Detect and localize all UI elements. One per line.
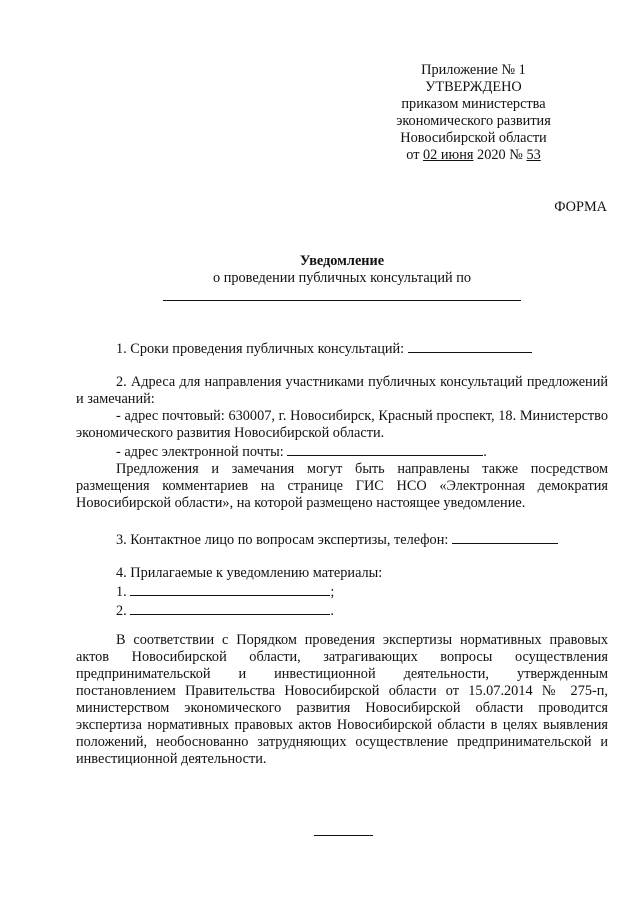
attachment-item-1 [76,582,608,601]
attachment-item-2-blank [130,601,330,615]
appendix-number: Приложение № 1 [421,62,526,78]
consultation-dates-line [76,339,608,358]
order-number: 53 [526,147,541,163]
approved-stamp: УТВЕРЖДЕНО [425,79,522,95]
attachment-item-1-end: ; [330,584,335,600]
footer-separator [314,835,373,836]
notice-title: Уведомление [299,253,385,269]
notice-subtitle: о проведении публичных консультаций по [212,270,472,286]
section-1 [76,339,608,358]
attachment-item-2 [76,601,608,620]
order-line: приказом министерства [401,96,546,112]
email-end: . [483,444,487,460]
section-3 [76,530,608,549]
order-year: 2020 [477,147,506,163]
attachment-item-2-number: 2. [116,603,127,619]
postal-address: - адрес почтовый: 630007, г. Новосибирск, Красный проспект, 18. Министерство экономического развития Новосибирской области. [76,408,608,441]
comments-note: Предложения и замечания могут быть направлены также посредством размещения комментариев на странице ГИС НСО «Электронная демократия Новосибирской области», на которой размещено настоящее уведомление. [76,461,608,511]
email-line [76,442,608,461]
number-sign: № [509,147,523,163]
date-prefix: от [406,147,420,163]
approval-block [360,62,587,164]
order-date: 02 июня [423,147,474,163]
contact-label: 3. Контактное лицо по вопросам экспертизы, телефон: [116,532,449,548]
subject-blank-line [163,300,521,301]
section-4 [76,565,608,620]
notice-heading [76,253,608,301]
consultation-dates-blank [408,339,532,353]
addresses-intro: 2. Адреса для направления участниками публичных консультаций предложений и замечаний: [76,374,608,407]
contact-line [76,530,608,549]
closing-paragraph: В соответствии с Порядком проведения экспертизы нормативных правовых актов Новосибирской области, затрагивающих вопросы осуществления предпринимательской и инвестиционной деятельности, утвержденным постановлением Правительства Новосибирской области от 15.07.2014 № 275-п, министерством экономического развития Новосибирской области проводится экспертиза нормативных правовых актов Новосибирской области в целях выявления положений, необоснованно затрудняющих осуществление предпринимательской и инвестиционной деятельности. [76,632,608,767]
contact-blank [452,530,558,544]
attachments-label: 4. Прилагаемые к уведомлению материалы: [116,565,383,581]
attachment-item-1-blank [130,582,330,596]
ministry-line: экономического развития [396,113,551,129]
attachment-item-1-number: 1. [116,584,127,600]
section-2 [76,374,608,512]
form-label: ФОРМА [554,199,607,215]
attachment-item-2-end: . [330,603,334,619]
order-date-line [360,147,587,164]
consultation-dates-label: 1. Сроки проведения публичных консультаций: [116,341,405,357]
region-line: Новосибирской области [400,130,547,146]
closing-section [76,632,608,768]
email-blank [287,442,483,456]
email-label: - адрес электронной почты: [116,444,284,460]
